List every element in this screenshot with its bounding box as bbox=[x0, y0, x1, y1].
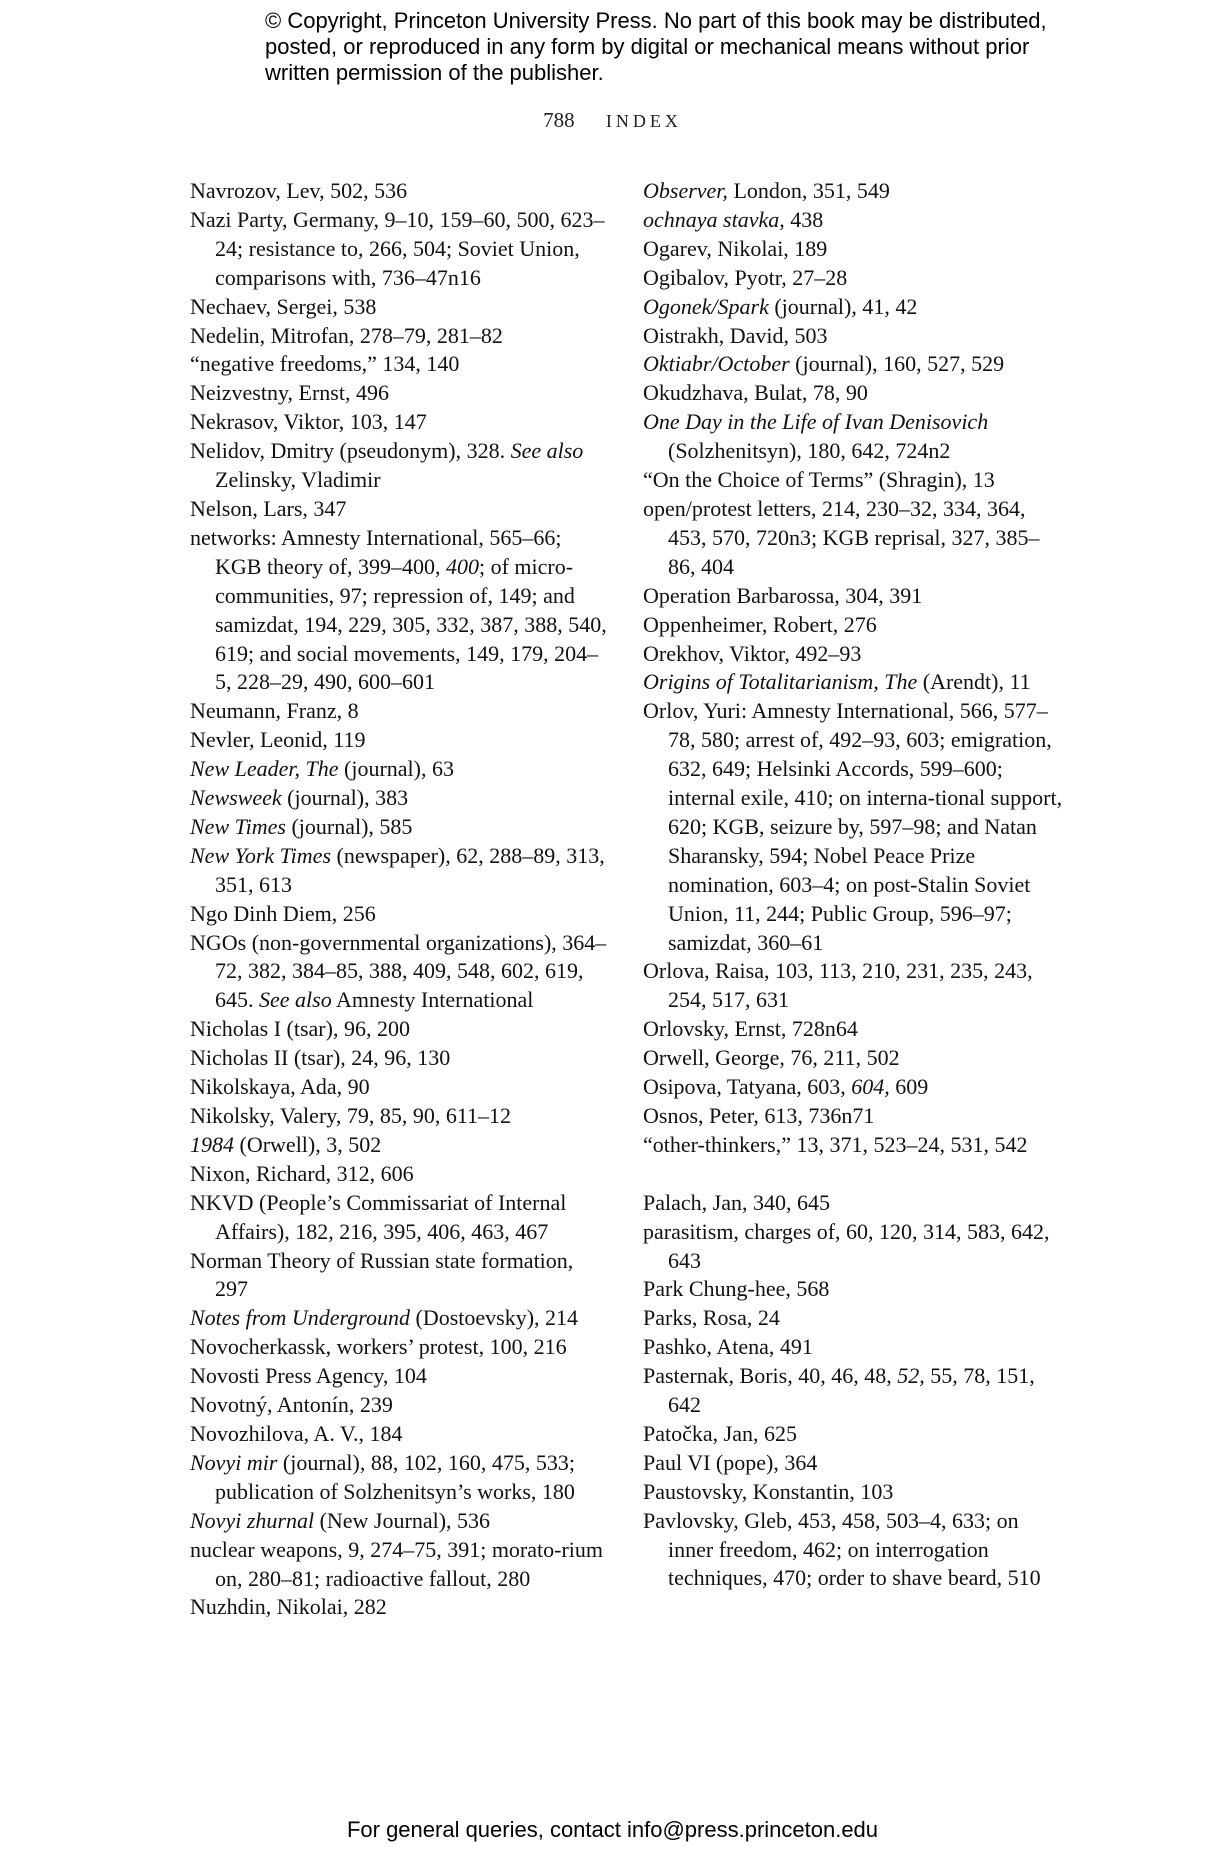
index-entry bbox=[643, 1102, 1063, 1131]
index-entry-italic-text: Ogonek/Spark bbox=[643, 293, 769, 319]
index-entry bbox=[190, 697, 610, 726]
index-entry-text: 609 bbox=[889, 1074, 929, 1100]
index-entry-text: parasitism, charges of, 60, 120, 314, 583, 642, 643 bbox=[643, 1218, 1050, 1273]
index-entry-text: (journal), 41, 42 bbox=[768, 293, 918, 319]
index-entry-text: Neumann, Franz, 8 bbox=[190, 698, 359, 724]
index-entry-text: Nixon, Richard, 312, 606 bbox=[190, 1160, 414, 1186]
index-entry bbox=[190, 177, 610, 206]
index-entry-text: Nikolsky, Valery, 79, 85, 90, 611–12 bbox=[190, 1103, 512, 1128]
index-entry bbox=[190, 1015, 610, 1044]
index-entry-text: Nevler, Leonid, 119 bbox=[190, 727, 366, 753]
index-entry bbox=[190, 1507, 610, 1536]
index-entry bbox=[190, 1102, 610, 1131]
index-entry-text: Orlova, Raisa, 103, 113, 210, 231, 235, 243, 254, 517, 631 bbox=[643, 958, 1033, 1013]
index-entry bbox=[643, 1362, 1063, 1420]
index-entry bbox=[643, 1449, 1063, 1478]
index-entry-italic-text: Novyi zhurnal bbox=[190, 1507, 315, 1533]
page-number: 788 bbox=[543, 108, 575, 132]
index-entry bbox=[643, 611, 1063, 640]
index-entry-italic-text: Novyi mir bbox=[190, 1449, 278, 1475]
index-entry bbox=[643, 1507, 1063, 1594]
index-entry bbox=[190, 1044, 610, 1073]
index-entry-italic-text: New Leader, The bbox=[190, 756, 339, 782]
index-entry bbox=[190, 1304, 610, 1333]
index-entry-italic-text: Newsweek bbox=[190, 785, 282, 811]
index-entry bbox=[190, 1391, 610, 1420]
index-entry bbox=[643, 1131, 1063, 1160]
index-column-left bbox=[190, 177, 610, 1622]
index-entry-text: Amnesty International bbox=[331, 987, 534, 1013]
index-entry bbox=[643, 1333, 1063, 1362]
index-entry bbox=[190, 813, 610, 842]
index-entry bbox=[190, 1536, 610, 1594]
index-entry-text: (journal), 63 bbox=[338, 756, 454, 782]
section-title: INDEX bbox=[605, 111, 682, 131]
index-entry bbox=[643, 264, 1063, 293]
index-entry-text: Orlov, Yuri: Amnesty International, 566, 577–78, 580; arrest of, 492–93, 603; emigration, 632, 649; Helsinki Accords, 599–600; internal exile, 410; on interna-tional support, 620; KGB, seizure by, 597–98; and Natan Sharansky, 594; Nobel Peace Prize nomination, 603–4; on post-Stalin Soviet Union, 11, 244; Public Group, 596–97; samizdat, 360–61 bbox=[643, 698, 1063, 955]
index-entry-text: Operation Barbarossa, 304, 391 bbox=[643, 582, 923, 608]
index-entry bbox=[190, 408, 610, 437]
index-entry bbox=[643, 1304, 1063, 1333]
index-entry-text: Nuzhdin, Nikolai, 282 bbox=[190, 1594, 387, 1620]
index-entry bbox=[643, 640, 1063, 669]
index-entry bbox=[643, 495, 1063, 582]
index-entry bbox=[190, 900, 610, 929]
index-entry-text: 438 bbox=[784, 206, 824, 232]
index-entry-italic-text: See also bbox=[259, 987, 332, 1013]
index-entry-text: NKVD (People’s Commissariat of Internal Affairs), 182, 216, 395, 406, 463, 467 bbox=[190, 1189, 567, 1244]
index-entry-text: (Solzhenitsyn), 180, 642, 724n2 bbox=[668, 438, 951, 464]
index-entry-italic-text: Observer, bbox=[643, 178, 728, 203]
index-entry-italic-text: Notes from Underground bbox=[190, 1305, 410, 1331]
index-entry bbox=[190, 929, 610, 1016]
index-entry-text: Paul VI (pope), 364 bbox=[643, 1449, 818, 1475]
index-entry-text: (journal), 88, 102, 160, 475, 533; publication of Solzhenitsyn’s works, 180 bbox=[215, 1449, 575, 1504]
index-entry bbox=[643, 582, 1063, 611]
index-entry-text: Nekrasov, Viktor, 103, 147 bbox=[190, 409, 427, 435]
index-entry bbox=[190, 726, 610, 755]
index-entry-text: Nicholas I (tsar), 96, 200 bbox=[190, 1016, 410, 1042]
index-entry bbox=[190, 1420, 610, 1449]
index-entry bbox=[190, 524, 610, 697]
index-entry-text: Nedelin, Mitrofan, 278–79, 281–82 bbox=[190, 322, 503, 348]
index-entry bbox=[190, 437, 610, 495]
index-entry bbox=[643, 379, 1063, 408]
index-entry-text: ; of micro-communities, 97; repression of, 149; and samizdat, 194, 229, 305, 332, 387, 388, 540, 619; and social movements, 149, 179, 204–5, 228–29, 490, 600–601 bbox=[215, 553, 607, 695]
index-entry bbox=[643, 1478, 1063, 1507]
index-entry-text: Nikolskaya, Ada, 90 bbox=[190, 1074, 370, 1100]
index-entry bbox=[190, 379, 610, 408]
index-entry bbox=[190, 784, 610, 813]
index-entry-text: Paustovsky, Konstantin, 103 bbox=[643, 1478, 894, 1504]
index-entry-text: Pasternak, Boris, 40, 46, 48, bbox=[643, 1363, 898, 1389]
index-entry bbox=[643, 350, 1063, 379]
index-entry bbox=[643, 408, 1063, 466]
index-entry-text: “negative freedoms,” 134, 140 bbox=[190, 351, 460, 377]
index-entry bbox=[190, 322, 610, 351]
index-entry bbox=[190, 1073, 610, 1102]
index-entry-text: Osipova, Tatyana, 603, bbox=[643, 1074, 852, 1100]
index-entry bbox=[643, 466, 1063, 495]
index-entry-text: Oistrakh, David, 503 bbox=[643, 322, 828, 348]
index-entry-text: Ogarev, Nikolai, 189 bbox=[643, 235, 828, 261]
index-entry-text: 55, 78, 151, 642 bbox=[668, 1363, 1035, 1418]
index-entry-text: Nicholas II (tsar), 24, 96, 130 bbox=[190, 1045, 451, 1071]
index-entry-text: Orwell, George, 76, 211, 502 bbox=[643, 1045, 900, 1071]
index-entry-text: Navrozov, Lev, 502, 536 bbox=[190, 178, 408, 203]
index-entry-italic-text: 1984 bbox=[190, 1131, 234, 1157]
index-entry-italic-text: Origins of Totalitarianism, The bbox=[643, 669, 918, 695]
index-entry bbox=[190, 1131, 610, 1160]
index-entry-text: Ngo Dinh Diem, 256 bbox=[190, 900, 376, 926]
index-entry bbox=[643, 177, 1063, 206]
index-entry bbox=[643, 1015, 1063, 1044]
index-entry-text: networks: Amnesty International, 565–66; KGB theory of, 399–400, bbox=[190, 524, 562, 579]
index-entry bbox=[643, 1275, 1063, 1304]
index-entry-text: Okudzhava, Bulat, 78, 90 bbox=[643, 380, 868, 406]
index-entry bbox=[643, 206, 1063, 235]
index-entry bbox=[643, 1189, 1063, 1218]
index-entry bbox=[643, 235, 1063, 264]
index-entry-text: Nechaev, Sergei, 538 bbox=[190, 293, 377, 319]
index-entry-text: “other-thinkers,” 13, 371, 523–24, 531, 542 bbox=[643, 1131, 1028, 1157]
index-entry-text: (Orwell), 3, 502 bbox=[234, 1131, 382, 1157]
index-entry-text: “On the Choice of Terms” (Shragin), 13 bbox=[643, 467, 995, 493]
index-entry-text: Pavlovsky, Gleb, 453, 458, 503–4, 633; on inner freedom, 462; on interrogation techniques, 470; order to shave beard, 510 bbox=[643, 1507, 1041, 1591]
index-entry bbox=[643, 322, 1063, 351]
index-entry-text: Patočka, Jan, 625 bbox=[643, 1420, 797, 1446]
index-entry-text: Oppenheimer, Robert, 276 bbox=[643, 611, 877, 637]
index-entry-italic-text: One Day in the Life of Ivan Denisovich bbox=[643, 409, 989, 435]
index-entry bbox=[190, 1593, 610, 1622]
index-entry bbox=[190, 1362, 610, 1391]
index-entry-text: London, 351, 549 bbox=[727, 178, 890, 203]
index-entry-italic-text: 52, bbox=[897, 1363, 925, 1389]
index-entry bbox=[190, 842, 610, 900]
index-entry bbox=[190, 1333, 610, 1362]
footer-contact: For general queries, contact info@press.princeton.edu bbox=[346, 1817, 879, 1842]
copyright-notice: © Copyright, Princeton University Press. No part of this book may be distributed, posted, or reproduced in any form by digital or mechanical means without prior written permission of the publisher. bbox=[265, 8, 1047, 85]
index-entry-text: Nelidov, Dmitry (pseudonym), 328. bbox=[190, 438, 511, 464]
index-entry bbox=[643, 1218, 1063, 1276]
index-entry bbox=[643, 957, 1063, 1015]
index-entry-text: Novocherkassk, workers’ protest, 100, 216 bbox=[190, 1334, 567, 1360]
index-entry-text: Norman Theory of Russian state formation, 297 bbox=[190, 1247, 574, 1302]
index-entry-text: (journal), 160, 527, 529 bbox=[789, 351, 1005, 377]
index-entry-text: NGOs (non-governmental organizations), 364–72, 382, 384–85, 388, 409, 548, 602, 619, 645. bbox=[190, 929, 607, 1013]
index-entry-text: Nelson, Lars, 347 bbox=[190, 495, 347, 521]
running-head bbox=[0, 108, 1225, 133]
index-entry-text: Park Chung-hee, 568 bbox=[643, 1276, 830, 1302]
index-column-right bbox=[643, 177, 1063, 1593]
index-entry-text: (journal), 383 bbox=[281, 785, 409, 811]
index-entry-text: Orlovsky, Ernst, 728n64 bbox=[643, 1016, 858, 1042]
index-entry bbox=[190, 1189, 610, 1247]
index-entry bbox=[643, 697, 1063, 957]
index-entry-text: Orekhov, Viktor, 492–93 bbox=[643, 640, 862, 666]
index-entry-italic-text: See also bbox=[510, 438, 584, 464]
index-entry bbox=[190, 293, 610, 322]
index-entry-text: Palach, Jan, 340, 645 bbox=[643, 1189, 830, 1215]
index-entry-italic-text: 400 bbox=[445, 553, 479, 579]
index-entry-text: (New Journal), 536 bbox=[314, 1507, 491, 1533]
index-entry bbox=[190, 755, 610, 784]
index-entry bbox=[190, 350, 610, 379]
index-entry-text: Osnos, Peter, 613, 736n71 bbox=[643, 1103, 875, 1128]
index-entry-text: Novosti Press Agency, 104 bbox=[190, 1363, 427, 1389]
index-entry bbox=[190, 495, 610, 524]
index-entry bbox=[190, 206, 610, 293]
index-entry bbox=[643, 293, 1063, 322]
index-entry-text: Ogibalov, Pyotr, 27–28 bbox=[643, 264, 848, 290]
index-entry-text: Nazi Party, Germany, 9–10, 159–60, 500, 623–24; resistance to, 266, 504; Soviet Union, comparisons with, 736–47n16 bbox=[190, 206, 605, 290]
index-entry bbox=[190, 1449, 610, 1507]
index-entry-italic-text: New Times bbox=[190, 813, 286, 839]
index-entry bbox=[643, 1073, 1063, 1102]
index-letter-gap bbox=[643, 1160, 1063, 1189]
index-entry-text: Novozhilova, A. V., 184 bbox=[190, 1420, 403, 1446]
index-entry-text: Pashko, Atena, 491 bbox=[643, 1334, 813, 1360]
index-entry bbox=[643, 1044, 1063, 1073]
index-entry-text: Zelinsky, Vladimir bbox=[215, 467, 381, 493]
index-entry bbox=[643, 1420, 1063, 1449]
index-entry bbox=[190, 1247, 610, 1305]
index-entry-text: (Arendt), 11 bbox=[917, 669, 1031, 695]
index-entry bbox=[643, 668, 1063, 697]
index-entry-text: Parks, Rosa, 24 bbox=[643, 1305, 780, 1331]
index-entry-italic-text: New York Times bbox=[190, 842, 332, 868]
index-entry-italic-text: ochnaya stavka, bbox=[643, 206, 785, 232]
index-entry-text: (newspaper), 62, 288–89, 313, 351, 613 bbox=[215, 842, 605, 897]
index-entry-text: (journal), 585 bbox=[285, 813, 413, 839]
index-entry bbox=[190, 1160, 610, 1189]
index-entry-text: Neizvestny, Ernst, 496 bbox=[190, 380, 389, 406]
index-entry-text: open/protest letters, 214, 230–32, 334, 364, 453, 570, 720n3; KGB reprisal, 327, 385–86, 404 bbox=[643, 495, 1040, 579]
index-entry-italic-text: 604, bbox=[851, 1074, 890, 1100]
index-entry-text: Novotný, Antonín, 239 bbox=[190, 1392, 393, 1418]
index-entry-text: (Dostoevsky), 214 bbox=[410, 1305, 579, 1331]
index-entry-text: nuclear weapons, 9, 274–75, 391; morato-rium on, 280–81; radioactive fallout, 280 bbox=[190, 1536, 604, 1591]
index-entry-italic-text: Oktiabr/October bbox=[643, 351, 790, 377]
